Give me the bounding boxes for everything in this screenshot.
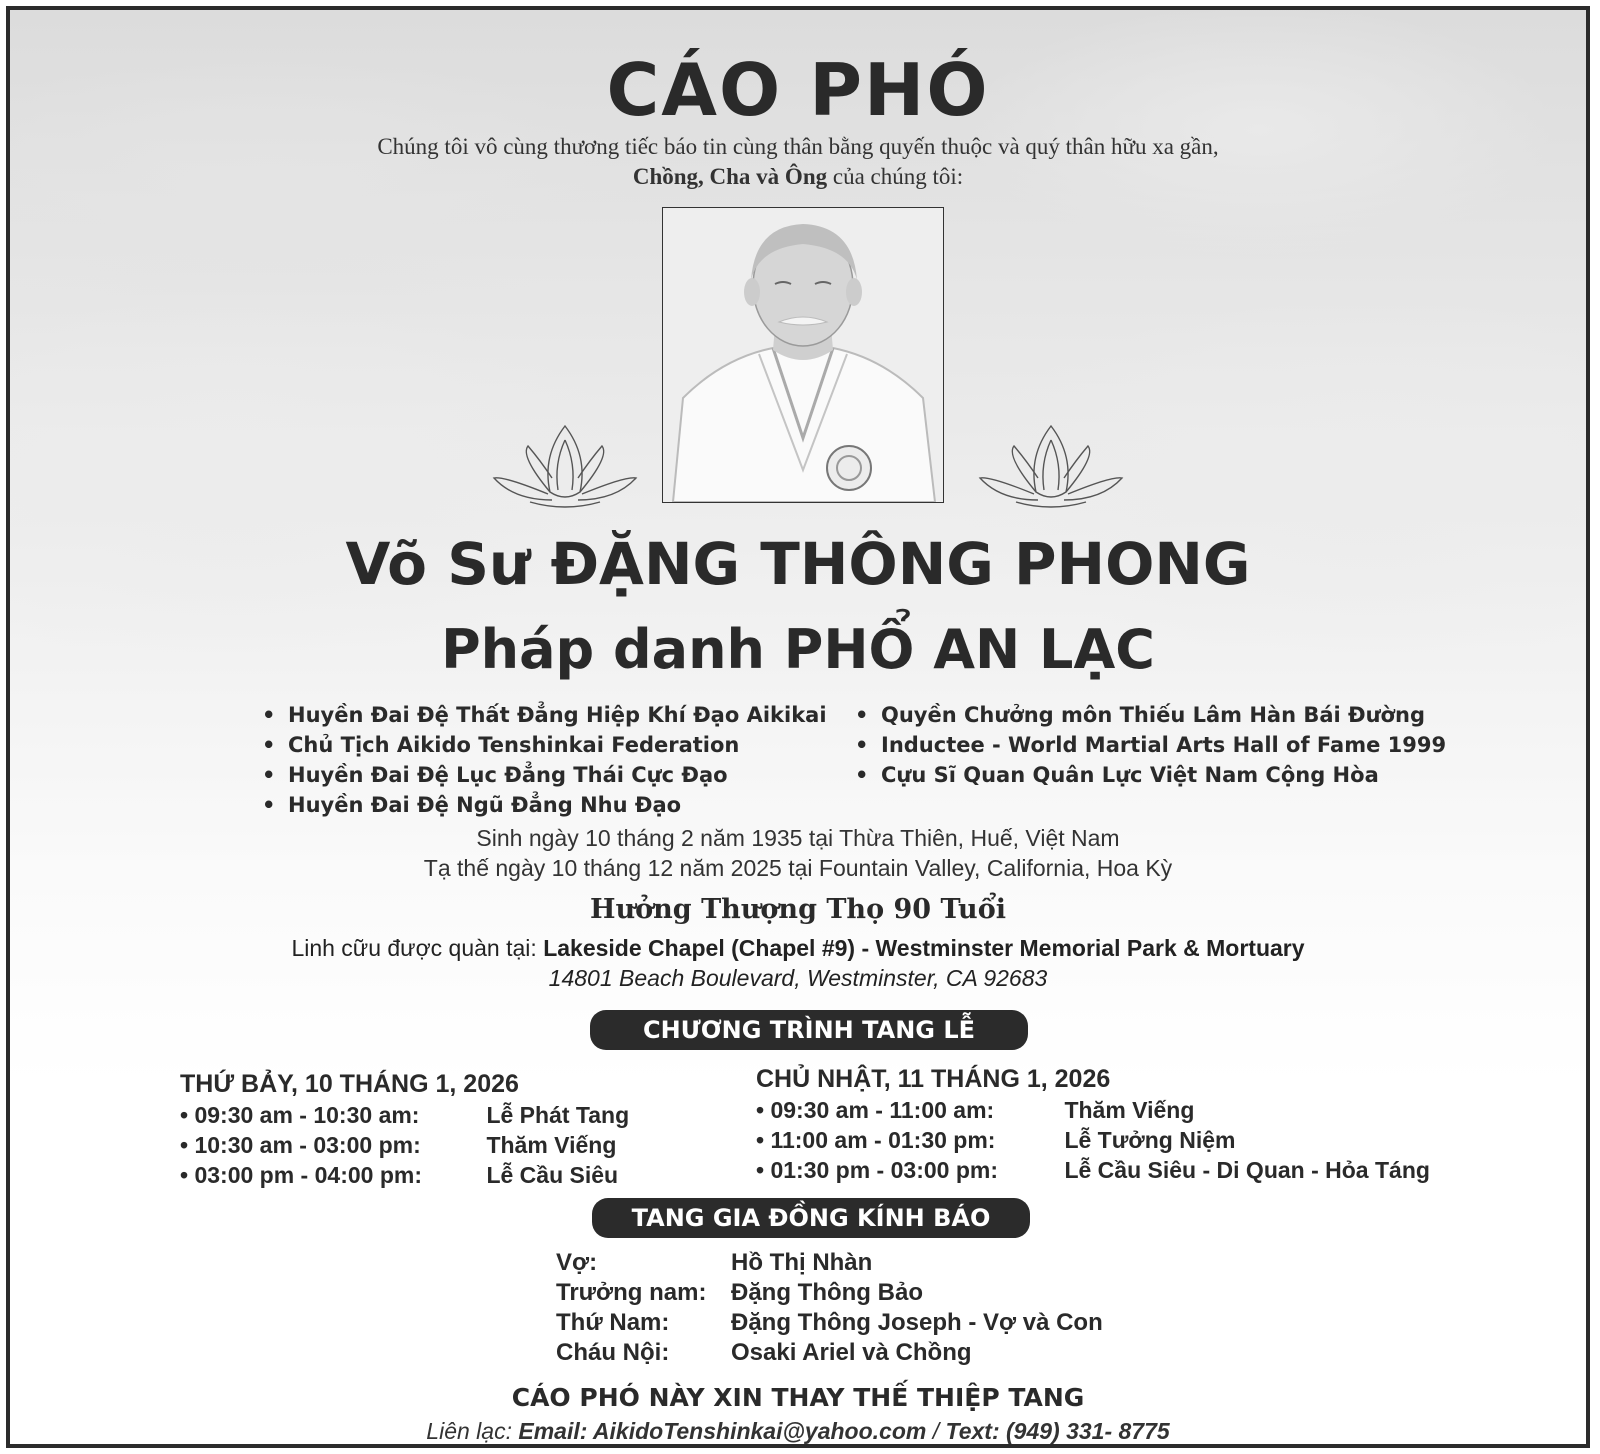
- program-heading: CHƯƠNG TRÌNH TANG LỄ: [590, 1010, 1028, 1050]
- title-text: Inductee - World Martial Arts Hall of Fame 1999: [881, 733, 1447, 757]
- family-member: Hồ Thị Nhàn: [731, 1249, 873, 1276]
- schedule-time: 01:30 pm - 03:00 pm:: [770, 1157, 998, 1183]
- title-text: Huyền Đai Đệ Thất Đẳng Hiệp Khí Đạo Aikikai: [288, 703, 827, 727]
- birth-info: Sinh ngày 10 tháng 2 năm 1935 tại Thừa Thiên, Huế, Việt Nam: [476, 825, 1120, 851]
- family-row: [556, 1338, 1103, 1368]
- dharma-name: Pháp danh PHỔ AN LẠC: [441, 618, 1155, 681]
- contact-line: [10, 1418, 1586, 1445]
- schedule-row: [756, 1155, 1430, 1185]
- family-list: [556, 1248, 1103, 1368]
- schedule-day-1: [180, 1068, 629, 1190]
- schedule-event: Lễ Tưởng Niệm: [1064, 1127, 1236, 1153]
- schedule-time: 09:30 am - 11:00 am:: [770, 1097, 995, 1123]
- intro-line-1: Chúng tôi vô cùng thương tiếc báo tin cùng thân bằng quyến thuộc và quý thân hữu xa gần,: [377, 134, 1219, 159]
- schedule-time: 03:00 pm - 04:00 pm:: [194, 1162, 422, 1188]
- list-item: [855, 730, 1446, 760]
- family-relation: Trưởng nam:: [556, 1279, 707, 1306]
- schedule-day-2: [756, 1063, 1430, 1185]
- family-member: Đặng Thông Joseph - Vợ và Con: [731, 1309, 1103, 1336]
- bullet-icon: •: [756, 1097, 765, 1123]
- family-member: Osaki Ariel và Chồng: [731, 1339, 972, 1366]
- resting-label: Linh cữu được quàn tại:: [291, 935, 544, 961]
- contact-email[interactable]: Email: AikidoTenshinkai@yahoo.com: [518, 1418, 927, 1444]
- list-item: [262, 700, 827, 730]
- bullet-icon: •: [262, 763, 276, 787]
- family-heading: TANG GIA ĐỒNG KÍNH BÁO: [592, 1198, 1030, 1238]
- page-title: CÁO PHÓ: [606, 48, 990, 132]
- obituary-frame: [6, 6, 1590, 1448]
- list-item: [262, 760, 827, 790]
- schedule-time: 09:30 am - 10:30 am:: [194, 1102, 420, 1128]
- lotus-icon: [490, 416, 640, 512]
- bullet-icon: •: [180, 1102, 189, 1128]
- replace-notice: CÁO PHÓ NÀY XIN THAY THẾ THIỆP TANG: [511, 1383, 1085, 1412]
- family-row: [556, 1248, 1103, 1278]
- schedule-event: Thăm Viếng: [486, 1132, 617, 1158]
- schedule-event: Thăm Viếng: [1064, 1097, 1195, 1123]
- titles-left-list: [262, 700, 827, 820]
- intro-rest: của chúng tôi:: [827, 164, 964, 189]
- deceased-name: Võ Sư ĐẶNG THÔNG PHONG: [345, 530, 1251, 598]
- title-text: Huyền Đai Đệ Ngũ Đẳng Nhu Đạo: [288, 793, 682, 817]
- bullet-icon: •: [756, 1127, 765, 1153]
- schedule-row: [180, 1100, 629, 1130]
- family-row: [556, 1308, 1103, 1338]
- bullet-icon: •: [855, 703, 869, 727]
- portrait-illustration: [663, 208, 943, 502]
- family-member: Đặng Thông Bảo: [731, 1279, 923, 1306]
- bullet-icon: •: [180, 1132, 189, 1158]
- family-relation: Thứ Nam:: [556, 1309, 670, 1336]
- schedule-row: [180, 1130, 629, 1160]
- schedule-day-title: THỨ BẢY, 10 THÁNG 1, 2026: [180, 1070, 519, 1098]
- title-text: Cựu Sĩ Quan Quân Lực Việt Nam Cộng Hòa: [881, 763, 1379, 787]
- schedule-event: Lễ Cầu Siêu - Di Quan - Hỏa Táng: [1064, 1157, 1430, 1183]
- contact-separator: /: [926, 1418, 946, 1444]
- death-info: Tạ thế ngày 10 tháng 12 năm 2025 tại Fountain Valley, California, Hoa Kỳ: [423, 855, 1173, 881]
- schedule-row: [756, 1095, 1430, 1125]
- list-item: [262, 730, 827, 760]
- lotus-icon: [976, 416, 1126, 512]
- portrait-photo: [662, 207, 944, 503]
- age-info: Hưởng Thượng Thọ 90 Tuổi: [590, 894, 1006, 925]
- bullet-icon: •: [756, 1157, 765, 1183]
- schedule-event: Lễ Cầu Siêu: [486, 1162, 619, 1188]
- title-text: Quyền Chưởng môn Thiếu Lâm Hàn Bái Đường: [881, 703, 1425, 727]
- schedule-event: Lễ Phát Tang: [486, 1102, 630, 1128]
- title-text: Huyền Đai Đệ Lục Đẳng Thái Cực Đạo: [288, 763, 728, 787]
- list-item: [262, 790, 827, 820]
- family-row: [556, 1278, 1103, 1308]
- intro-relation: Chồng, Cha và Ông: [632, 164, 828, 189]
- resting-location: Lakeside Chapel (Chapel #9) - Westminster Memorial Park & Mortuary: [543, 935, 1305, 961]
- family-relation: Cháu Nội:: [556, 1339, 670, 1366]
- schedule-time: 11:00 am - 01:30 pm:: [770, 1127, 996, 1153]
- bullet-icon: •: [262, 703, 276, 727]
- schedule-row: [180, 1160, 629, 1190]
- bullet-icon: •: [855, 763, 869, 787]
- bullet-icon: •: [262, 793, 276, 817]
- intro-line-2: [10, 164, 1586, 190]
- schedule-row: [756, 1125, 1430, 1155]
- resting-place: [10, 935, 1586, 962]
- bullet-icon: •: [180, 1162, 189, 1188]
- titles-right-list: [855, 700, 1446, 790]
- resting-address: 14801 Beach Boulevard, Westminster, CA 92683: [548, 965, 1048, 991]
- schedule-time: 10:30 am - 03:00 pm:: [194, 1132, 421, 1158]
- contact-phone[interactable]: Text: (949) 331- 8775: [945, 1418, 1170, 1444]
- list-item: [855, 760, 1446, 790]
- bullet-icon: •: [855, 733, 869, 757]
- title-text: Chủ Tịch Aikido Tenshinkai Federation: [288, 733, 740, 757]
- schedule-day-title: CHỦ NHẬT, 11 THÁNG 1, 2026: [756, 1065, 1111, 1093]
- list-item: [855, 700, 1446, 730]
- bullet-icon: •: [262, 733, 276, 757]
- contact-label: Liên lạc:: [426, 1418, 519, 1444]
- family-relation: Vợ:: [556, 1249, 598, 1276]
